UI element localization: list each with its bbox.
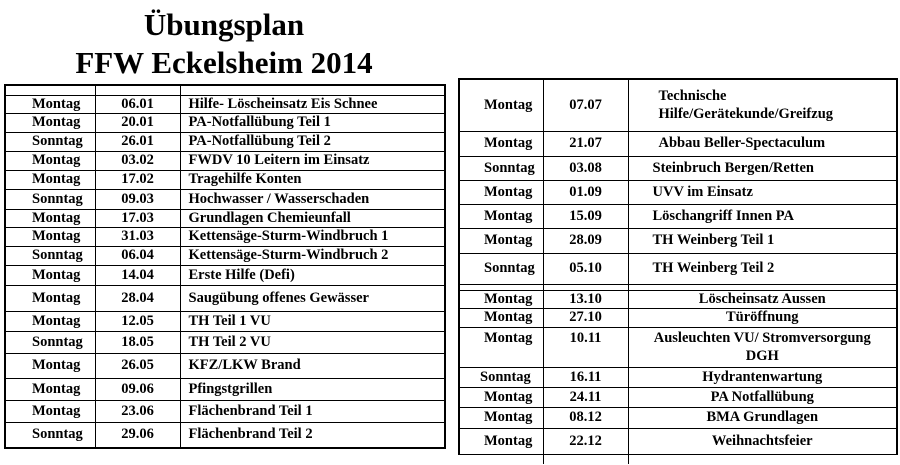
day-cell: Montag (459, 407, 543, 428)
date-cell: 16.11 (543, 367, 628, 387)
table-row (5, 422, 445, 448)
date-cell: 26.05 (95, 353, 180, 378)
table-row (459, 367, 897, 387)
topic-cell: UVV im Einsatz (628, 180, 897, 204)
day-cell: Montag (459, 79, 543, 131)
day-cell: Montag (459, 131, 543, 156)
date-cell: 06.01 (95, 95, 180, 113)
day-cell: Sonntag (5, 189, 95, 209)
date-cell: 03.02 (95, 151, 180, 170)
day-cell: Montag (5, 265, 95, 285)
topic-cell: Tragehilfe Konten (180, 170, 445, 189)
date-cell: 22.12 (543, 428, 628, 454)
topic-line: DGH (745, 348, 779, 364)
day-cell: Montag (5, 311, 95, 331)
day-cell: Montag (5, 353, 95, 378)
table-row (5, 400, 445, 422)
date-cell: 24.11 (543, 387, 628, 407)
date-cell: 20.01 (95, 113, 180, 132)
date-cell: 29.06 (95, 422, 180, 448)
table-row (5, 353, 445, 378)
topic-line: Hilfe/Gerätekunde/Greifzug (658, 106, 834, 123)
day-cell: Sonntag (5, 331, 95, 353)
topic-cell: TH Teil 2 VU (180, 331, 445, 353)
topic-cell: TH Weinberg Teil 1 (628, 228, 897, 253)
topic-cell: Flächenbrand Teil 2 (180, 422, 445, 448)
topic-cell (628, 79, 897, 131)
day-cell: Montag (5, 378, 95, 400)
day-cell: Montag (459, 428, 543, 454)
table-row (5, 265, 445, 285)
date-cell: 07.07 (543, 79, 628, 131)
table-row (5, 311, 445, 331)
topic-cell: Saugübung offenes Gewässer (180, 285, 445, 311)
date-cell: 27.10 (543, 308, 628, 327)
topic-cell: Weihnachtsfeier (628, 428, 897, 454)
date-cell: 23.06 (95, 400, 180, 422)
topic-cell: Kettensäge-Sturm-Windbruch 1 (180, 227, 445, 246)
table-row (459, 387, 897, 407)
table-row (459, 228, 897, 253)
date-cell: 13.10 (543, 290, 628, 308)
table-row (459, 290, 897, 308)
date-cell: 14.04 (95, 265, 180, 285)
table-row (5, 227, 445, 246)
table-row (459, 407, 897, 428)
date-cell: 18.05 (95, 331, 180, 353)
topic-cell: FWDV 10 Leitern im Einsatz (180, 151, 445, 170)
day-cell: Montag (459, 327, 543, 367)
table-row (5, 246, 445, 265)
table-row (5, 95, 445, 113)
table-row (459, 180, 897, 204)
date-cell: 06.04 (95, 246, 180, 265)
day-cell: Sonntag (5, 132, 95, 151)
schedule-table-right (458, 78, 898, 464)
day-cell: Montag (459, 204, 543, 228)
table-row (5, 151, 445, 170)
day-cell: Montag (459, 290, 543, 308)
page-subtitle: FFW Eckelsheim 2014 (75, 45, 373, 80)
topic-cell: Türöffnung (628, 308, 897, 327)
date-cell: 28.04 (95, 285, 180, 311)
table-row (459, 204, 897, 228)
date-cell: 10.11 (543, 327, 628, 367)
day-cell: Montag (5, 95, 95, 113)
table-row (5, 209, 445, 227)
table-row (459, 156, 897, 180)
day-cell: Sonntag (5, 422, 95, 448)
table-row (459, 327, 897, 367)
date-cell: 17.03 (95, 209, 180, 227)
table-row (5, 189, 445, 209)
date-cell: 12.05 (95, 311, 180, 331)
topic-cell: Abbau Beller-Spectaculum (628, 131, 897, 156)
day-cell: Montag (5, 113, 95, 132)
topic-cell: Flächenbrand Teil 1 (180, 400, 445, 422)
topic-line: Technische (658, 88, 727, 105)
page-title: Übungsplan (143, 7, 305, 42)
date-cell: 21.07 (543, 131, 628, 156)
day-cell: Sonntag (459, 253, 543, 284)
day-cell: Montag (5, 400, 95, 422)
date-cell: 09.06 (95, 378, 180, 400)
table-row (5, 132, 445, 151)
table-row (459, 253, 897, 284)
topic-cell: Hilfe- Löscheinsatz Eis Schnee (180, 95, 445, 113)
table-row (5, 378, 445, 400)
date-cell: 31.03 (95, 227, 180, 246)
topic-cell: Hochwasser / Wasserschaden (180, 189, 445, 209)
topic-cell: Hydrantenwartung (628, 367, 897, 387)
topic-cell: KFZ/LKW Brand (180, 353, 445, 378)
schedule-table-left (4, 84, 446, 449)
table-spacer-row (5, 85, 445, 95)
day-cell: Montag (459, 308, 543, 327)
topic-cell: Kettensäge-Sturm-Windbruch 2 (180, 246, 445, 265)
date-cell: 17.02 (95, 170, 180, 189)
topic-cell (628, 327, 897, 367)
topic-cell: Löschangriff Innen PA (628, 204, 897, 228)
topic-cell: TH Weinberg Teil 2 (628, 253, 897, 284)
table-spacer-row (459, 454, 897, 464)
table-row (459, 428, 897, 454)
table-row (5, 113, 445, 132)
table-row (5, 285, 445, 311)
table-row (5, 170, 445, 189)
date-cell: 15.09 (543, 204, 628, 228)
day-cell: Montag (5, 151, 95, 170)
date-cell: 05.10 (543, 253, 628, 284)
topic-cell: PA-Notfallübung Teil 2 (180, 132, 445, 151)
day-cell: Sonntag (5, 246, 95, 265)
topic-cell: Steinbruch Bergen/Retten (628, 156, 897, 180)
day-cell: Montag (459, 387, 543, 407)
date-cell: 28.09 (543, 228, 628, 253)
date-cell: 26.01 (95, 132, 180, 151)
topic-cell: Löscheinsatz Aussen (628, 290, 897, 308)
topic-cell: Grundlagen Chemieunfall (180, 209, 445, 227)
topic-cell: BMA Grundlagen (628, 407, 897, 428)
table-row (459, 79, 897, 131)
topic-cell: Erste Hilfe (Defi) (180, 265, 445, 285)
table-row (5, 331, 445, 353)
day-cell: Sonntag (459, 156, 543, 180)
day-cell: Montag (5, 170, 95, 189)
day-cell: Montag (459, 228, 543, 253)
date-cell: 09.03 (95, 189, 180, 209)
date-cell: 01.09 (543, 180, 628, 204)
topic-line: Ausleuchten VU/ Stromversorgung (653, 330, 871, 346)
topic-cell: PA Notfallübung (628, 387, 897, 407)
date-cell: 08.12 (543, 407, 628, 428)
topic-cell: Pfingstgrillen (180, 378, 445, 400)
table-row (459, 308, 897, 327)
day-cell: Montag (5, 209, 95, 227)
day-cell: Montag (5, 285, 95, 311)
day-cell: Sonntag (459, 367, 543, 387)
table-row (459, 131, 897, 156)
day-cell: Montag (5, 227, 95, 246)
topic-cell: PA-Notfallübung Teil 1 (180, 113, 445, 132)
day-cell: Montag (459, 180, 543, 204)
topic-cell: TH Teil 1 VU (180, 311, 445, 331)
date-cell: 03.08 (543, 156, 628, 180)
